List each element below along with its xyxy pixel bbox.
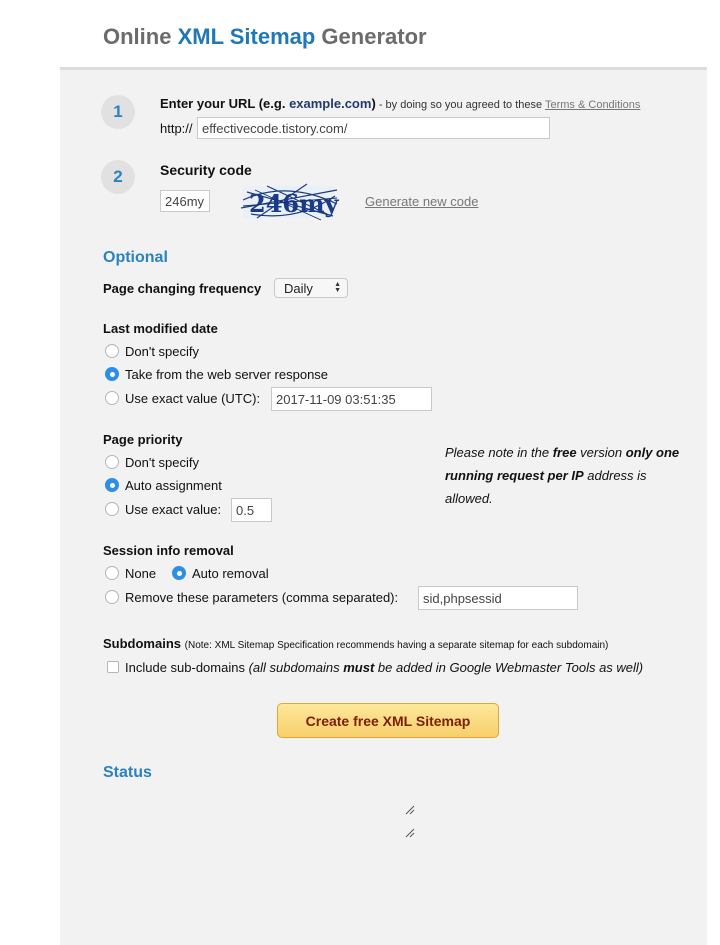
include-subdomains-checkbox[interactable] (107, 661, 119, 673)
priority-exact-label: Use exact value: (125, 502, 222, 517)
session-auto-radio[interactable] (172, 566, 186, 580)
include-subdomains-label: Include sub-domains (all subdomains must be added in Google Webmaster Tools as well) (125, 660, 644, 675)
session-none-radio[interactable] (105, 566, 119, 580)
priority-auto-label: Auto assignment (125, 478, 222, 493)
url-input[interactable]: effectivecode.tistory.com/ (197, 117, 550, 139)
last-modified-label: Last modified date (103, 321, 218, 336)
priority-dont-specify-label: Don't specify (125, 455, 200, 470)
step-2-badge: 2 (101, 160, 135, 194)
captcha-image (237, 178, 342, 224)
session-params-input[interactable]: sid,phpsessid (418, 586, 578, 610)
resize-handle-icon[interactable] (405, 805, 415, 815)
last-modified-exact-input[interactable]: 2017-11-09 03:51:35 (271, 387, 432, 411)
page-title: Online XML Sitemap Generator (103, 24, 427, 49)
session-removal-label: Session info removal (103, 543, 234, 558)
last-modified-dont-specify-label: Don't specify (125, 344, 200, 359)
page-priority-label: Page priority (103, 432, 183, 447)
last-modified-dont-specify-radio[interactable] (105, 344, 119, 358)
last-modified-server-label: Take from the web server response (125, 367, 329, 382)
create-sitemap-button[interactable]: Create free XML Sitemap (277, 703, 499, 738)
captcha-text: 246my (249, 189, 339, 218)
step-1-badge: 1 (101, 95, 135, 129)
session-remove-params-radio[interactable] (105, 590, 119, 604)
frequency-select[interactable]: Daily ▲ ▼ (274, 278, 348, 298)
security-code-label: Security code (160, 162, 252, 178)
priority-exact-input[interactable]: 0.5 (231, 498, 272, 522)
terms-link[interactable]: Terms & Conditions (544, 99, 641, 111)
last-modified-exact-radio[interactable] (105, 391, 119, 405)
session-auto-label: Auto removal (192, 566, 269, 581)
subdomains-label: Subdomains (Note: XML Sitemap Specification recommends having a separate sitemap for each subdomain) (103, 636, 609, 651)
status-heading: Status (103, 764, 152, 781)
optional-heading: Optional (103, 249, 168, 266)
last-modified-exact-label: Use exact value (UTC): (125, 391, 261, 406)
frequency-label: Page changing frequency (103, 281, 262, 296)
resize-handle-icon[interactable] (405, 828, 415, 838)
last-modified-server-radio[interactable] (105, 367, 119, 381)
free-version-note: Please note in the free version only one running request per IP address is allowed. (445, 445, 680, 506)
url-prefix: http:// (160, 121, 193, 136)
session-none-label: None (125, 566, 157, 581)
priority-auto-radio[interactable] (105, 478, 119, 492)
session-remove-params-label: Remove these parameters (comma separated): (125, 590, 399, 605)
url-label: Enter your URL (e.g. example.com) - by doing so you agreed to these Terms & Conditions (160, 96, 641, 111)
security-code-input[interactable]: 246my (160, 190, 210, 212)
select-arrows-icon: ▲ ▼ (334, 281, 341, 294)
priority-exact-radio[interactable] (105, 502, 119, 516)
priority-dont-specify-radio[interactable] (105, 455, 119, 469)
generate-new-code-link[interactable]: Generate new code (365, 194, 479, 209)
